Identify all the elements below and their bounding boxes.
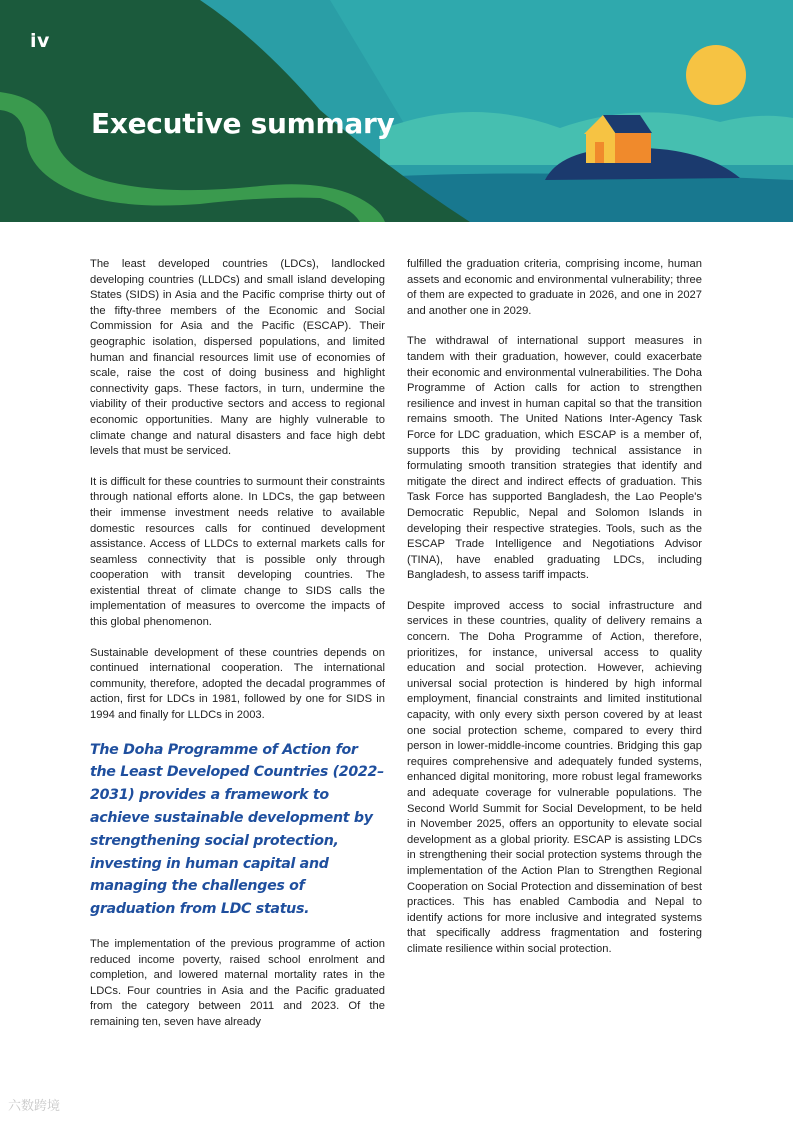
watermark: 六数跨境 bbox=[8, 1099, 61, 1114]
paragraph: Sustainable development of these countries depends on continued international cooperation. The international community, therefore, adopted the decadal programmes of action, first for LDCs in 1981, followed by one for SIDS in 1994 and finally for LLDCs in 2003. bbox=[90, 646, 385, 722]
page-title: Executive summary bbox=[91, 107, 395, 140]
paragraph: The least developed countries (LDCs), landlocked developing countries (LLDCs) and small island developing States (SIDS) in Asia and the Pacific comprise thirty out of the fifty-three members of the Economic and Social Commission for Asia and the Pacific (ESCAP). Their geographic isolation, dispersed populations, and limited human and financial resources limit use of economies of scale, raise the cost of doing business and highlight connectivity gaps. These factors, in turn, undermine the viability of their productive sectors and access to regional economic opportunities. Many are highly vulnerable to climate change and natural disasters and face high debt levels that must be serviced. bbox=[90, 258, 385, 458]
paragraph: It is difficult for these countries to surmount their constraints through national efforts alone. In LDCs, the gap between their immense investment needs relative to available domestic resources calls for continued development assistance. Access of LLDCs to external markets calls for seamless connectivity that is possible only through cooperation with transit developing countries. The existential threat of climate change to SIDS calls the implementation of measures to overcome the impacts of this global phenomenon. bbox=[90, 475, 385, 629]
paragraph: The implementation of the previous programme of action reduced income poverty, raised school enrolment and completion, and lowered maternal mortality rates in the LDCs. Four countries in Asia and the Pacific graduated from the category between 2011 and 2023. Of the remaining ten, seven have already bbox=[90, 938, 385, 1028]
page-number: iv bbox=[30, 30, 50, 52]
paragraph: fulfilled the graduation criteria, comprising income, human assets and economic and environmental vulnerability; three of them are expected to graduate in 2026, and one in 2027 and another one in 2029. bbox=[407, 258, 702, 317]
paragraph: Despite improved access to social infrastructure and services in these countries, quality of delivery remains a concern. The Doha Programme of Action, therefore, prioritizes, for instance, universal access to quality education and social protection. However, achieving universal social protection is hindered by high informal employment, financial constraints and limited institutional capacity, with only every sixth person covered by at least one social protection scheme, compared to every third person in lower-middle-income countries. Bridging this gap requires comprehensive and adequately funded systems, enhanced digital monitoring, more robust legal frameworks and adequate coverage for vulnerable populations. The Second World Summit for Social Development, to be held in November 2025, offers an opportunity to elevate social development as a global priority. ESCAP is assisting LDCs in strengthening their social protection systems through the implementation of the Action Plan to Strengthen Regional Cooperation on Social Protection and dissemination of best practices. This has enabled Cambodia and Nepal to identify actions for more inclusive and integrated systems that specifically address fragmentation and fostering climate resilience within social protection. bbox=[407, 599, 702, 955]
right-column bbox=[407, 257, 702, 973]
sun-icon bbox=[686, 45, 746, 105]
paragraph: The withdrawal of international support measures in tandem with their graduation, however, could exacerbate their economic and environmental vulnerabilities. The Doha Programme of Action calls for action to strengthen resilience and invest in human capital so that the transition remains smooth. The United Nations Inter-Agency Task Force for LDC graduation, which ESCAP is a member of, supports this by providing technical assistance in formulating smooth transition strategies that identify and mitigate the direct and indirect effects of graduation. This Task Force has supported Bangladesh, the Lao People's Democratic Republic, Nepal and Solomon Islands in developing their respective strategies. Tools, such as the ESCAP Trade Intelligence and Negotiations Advisor (TINA), have enabled graduating LDCs, including Bangladesh, to assess tariff impacts. bbox=[407, 335, 702, 582]
pull-quote: The Doha Programme of Action for the Least Developed Countries (2022–2031) provides a framework to achieve sustainable development by strengthening social protection, investing in human capital and managing the challenges of graduation from LDC status. bbox=[90, 741, 384, 918]
left-column bbox=[90, 257, 385, 1046]
